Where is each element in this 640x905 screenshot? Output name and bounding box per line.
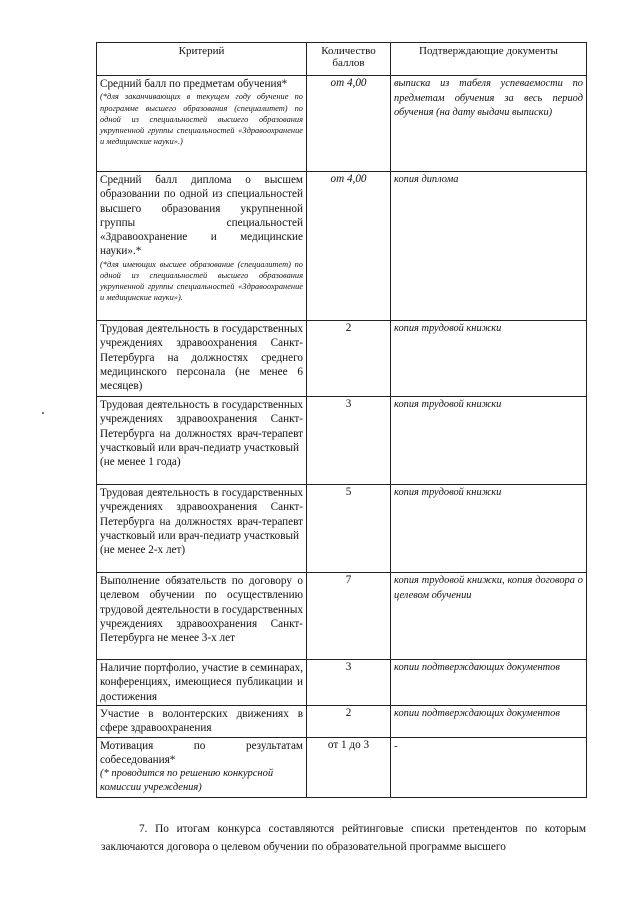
table-row: [97, 397, 587, 485]
documents-cell: копии подтверждающих документов: [391, 705, 587, 737]
documents-cell: -: [391, 737, 587, 797]
criterion-text: Средний балл диплома о высшем образовании по одной из специальностей высшего образования укрупненной группы специальностей «Здравоохранение и медицинские науки».*: [100, 174, 303, 258]
score-cell: 5: [307, 485, 391, 573]
documents-cell: копия трудовой книжки: [391, 397, 587, 485]
table-row: [97, 76, 587, 172]
criterion-duration: (не менее 1 года): [100, 456, 181, 469]
criterion-cell: [97, 321, 307, 397]
score-cell: 3: [307, 660, 391, 706]
criterion-note: (*для имеющих высшее образование (специалитет) по одной из специальностей высшего образования укрупненной группы специальностей «Здравоохранение и медицинские науки»).: [100, 259, 303, 303]
table-header-row: [97, 43, 587, 76]
criterion-duration: (не менее 2-х лет): [100, 544, 186, 557]
criterion-cell: [97, 76, 307, 172]
criterion-text: Выполнение обязательств по договору о целевом обучении по осуществлению трудовой деятельности в государственных учреждениях здравоохранения Санкт-Петербурга не менее 3-х лет: [100, 575, 303, 645]
documents-cell: выписка из табеля успеваемости по предметам обучения за весь период обучения (на дату выдачи выписки): [391, 76, 587, 172]
table-row: [97, 705, 587, 737]
criteria-table: [96, 42, 587, 798]
criterion-cell: [97, 485, 307, 573]
criterion-text: Наличие портфолио, участие в семинарах, конференциях, имеющиеся публикации и достижения: [100, 662, 303, 703]
criterion-cell: [97, 172, 307, 321]
table-row: [97, 573, 587, 660]
table-row: [97, 321, 587, 397]
score-cell: от 4,00: [307, 172, 391, 321]
scan-speck: [42, 412, 44, 414]
criterion-note: (*для заканчивающих в текущем году обучение по программе высшего образования (специалитет) по одной из специальностей высшего образования укрупненной группы специальностей «Здравоохранение и медицинские науки».): [100, 92, 303, 147]
criterion-cell: [97, 397, 307, 485]
criterion-text: Трудовая деятельность в государственных учреждениях здравоохранения Санкт-Петербурга на должностях врач-терапевт участковый или врач-педиатр участковый: [100, 487, 303, 542]
table-row: [97, 485, 587, 573]
score-cell: 7: [307, 573, 391, 660]
documents-cell: копия диплома: [391, 172, 587, 321]
paragraph-7: 7. По итогам конкурса составляются рейтинговые списки претендентов по которым заключаются договора о целевом обучении по образовательной программе высшего: [101, 823, 586, 853]
criterion-text: Мотивация по результатам собеседования*: [100, 739, 303, 767]
header-documents: Подтверждающие документы: [391, 43, 587, 76]
criterion-cell: [97, 737, 307, 797]
criterion-text: Средний балл по предметам обучения*: [100, 78, 288, 90]
criterion-note: (* проводится по решению конкурсной комиссии учреждения): [100, 768, 274, 793]
score-cell: от 1 до 3: [307, 737, 391, 797]
documents-cell: копия трудовой книжки, копия договора о целевом обучении: [391, 573, 587, 660]
documents-cell: копия трудовой книжки: [391, 321, 587, 397]
table-row: [97, 172, 587, 321]
criterion-cell: [97, 573, 307, 660]
criterion-text: Трудовая деятельность в государственных учреждениях здравоохранения Санкт-Петербурга на должностях врач-терапевт участковый или врач-педиатр участковый: [100, 399, 303, 454]
documents-cell: копия трудовой книжки: [391, 485, 587, 573]
criterion-cell: [97, 660, 307, 706]
score-cell: 2: [307, 705, 391, 737]
criterion-text: Трудовая деятельность в государственных учреждениях здравоохранения Санкт-Петербурга на должностях среднего медицинского персонала (не менее 6 месяцев): [100, 323, 303, 393]
table-row: [97, 737, 587, 797]
score-cell: 2: [307, 321, 391, 397]
criterion-cell: [97, 705, 307, 737]
table-row: [97, 660, 587, 706]
documents-cell: копии подтверждающих документов: [391, 660, 587, 706]
score-cell: от 4,00: [307, 76, 391, 172]
score-cell: 3: [307, 397, 391, 485]
header-criterion: Критерий: [97, 43, 307, 76]
criterion-text: Участие в волонтерских движениях в сфере здравоохранения: [100, 707, 303, 735]
header-score: Количество баллов: [307, 43, 391, 76]
